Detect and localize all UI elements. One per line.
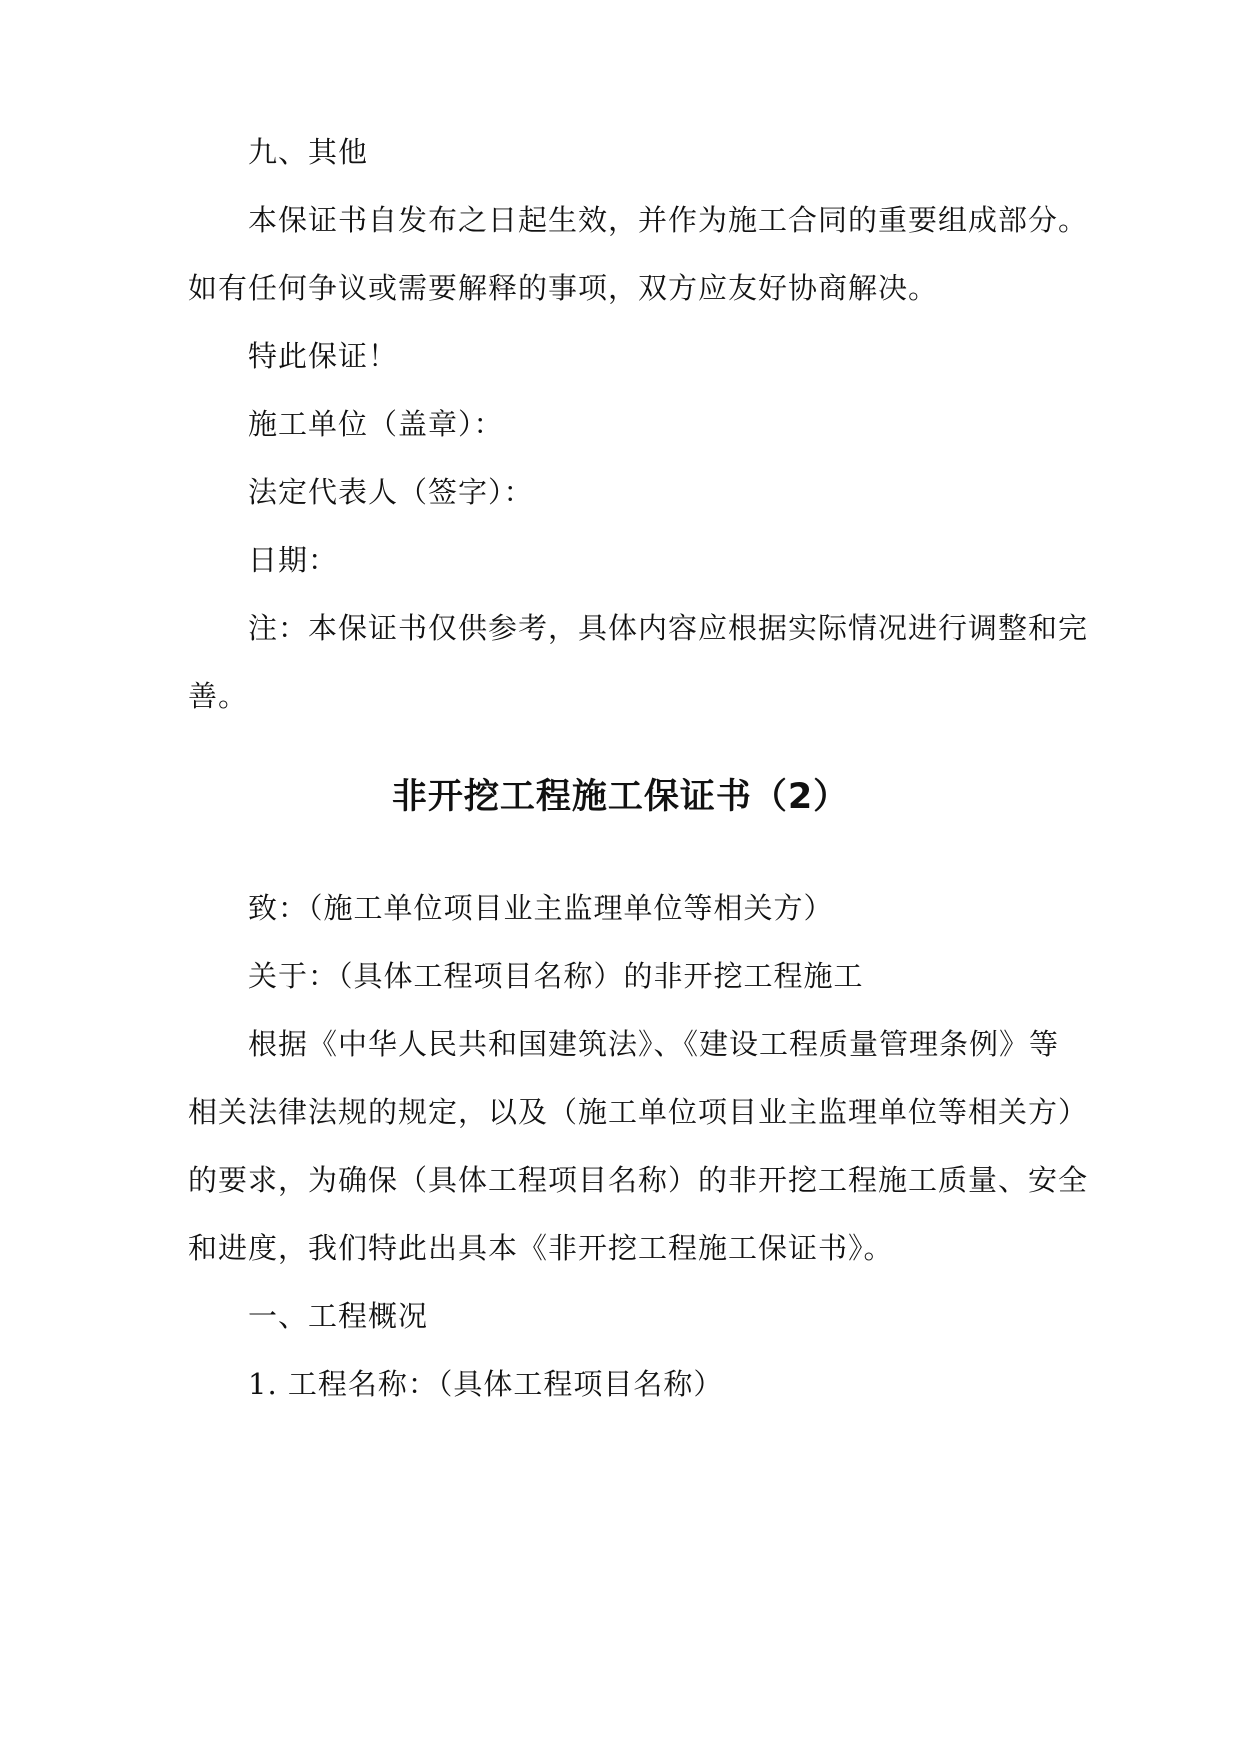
closing-statement: 特此保证！ [248, 339, 399, 373]
paragraph-effective-line1: 本保证书自发布之日起生效，并作为施工合同的重要组成部分。 [248, 203, 1089, 237]
note-line1: 注：本保证书仅供参考，具体内容应根据实际情况进行调整和完 [248, 611, 1089, 645]
addressee-line: 致：（施工单位项目业主监理单位等相关方） [248, 891, 834, 925]
basis-paragraph-line4: 和进度，我们特此出具本《非开挖工程施工保证书》。 [188, 1231, 894, 1265]
basis-paragraph-line1: 根据《中华人民共和国建筑法》、《建设工程质量管理条例》等 [248, 1027, 1060, 1061]
section-heading-other: 九、其他 [248, 135, 369, 169]
signature-representative-label: 法定代表人（签字）： [248, 475, 534, 509]
list-item-project-name: 1. 工程名称：（具体工程项目名称） [248, 1367, 724, 1401]
basis-paragraph-line3: 的要求，为确保（具体工程项目名称）的非开挖工程施工质量、安全 [188, 1163, 1089, 1197]
subject-line: 关于：（具体工程项目名称）的非开挖工程施工 [248, 959, 864, 993]
signature-date-label: 日期： [248, 543, 339, 577]
note-line2: 善。 [188, 679, 249, 713]
signature-unit-label: 施工单位（盖章）： [248, 407, 504, 441]
paragraph-effective-line2: 如有任何争议或需要解释的事项，双方应友好协商解决。 [188, 271, 939, 305]
section-heading-overview: 一、工程概况 [248, 1299, 429, 1333]
document-title: 非开挖工程施工保证书（2） [391, 777, 850, 817]
basis-paragraph-line2: 相关法律法规的规定，以及（施工单位项目业主监理单位等相关方） [188, 1095, 1089, 1129]
